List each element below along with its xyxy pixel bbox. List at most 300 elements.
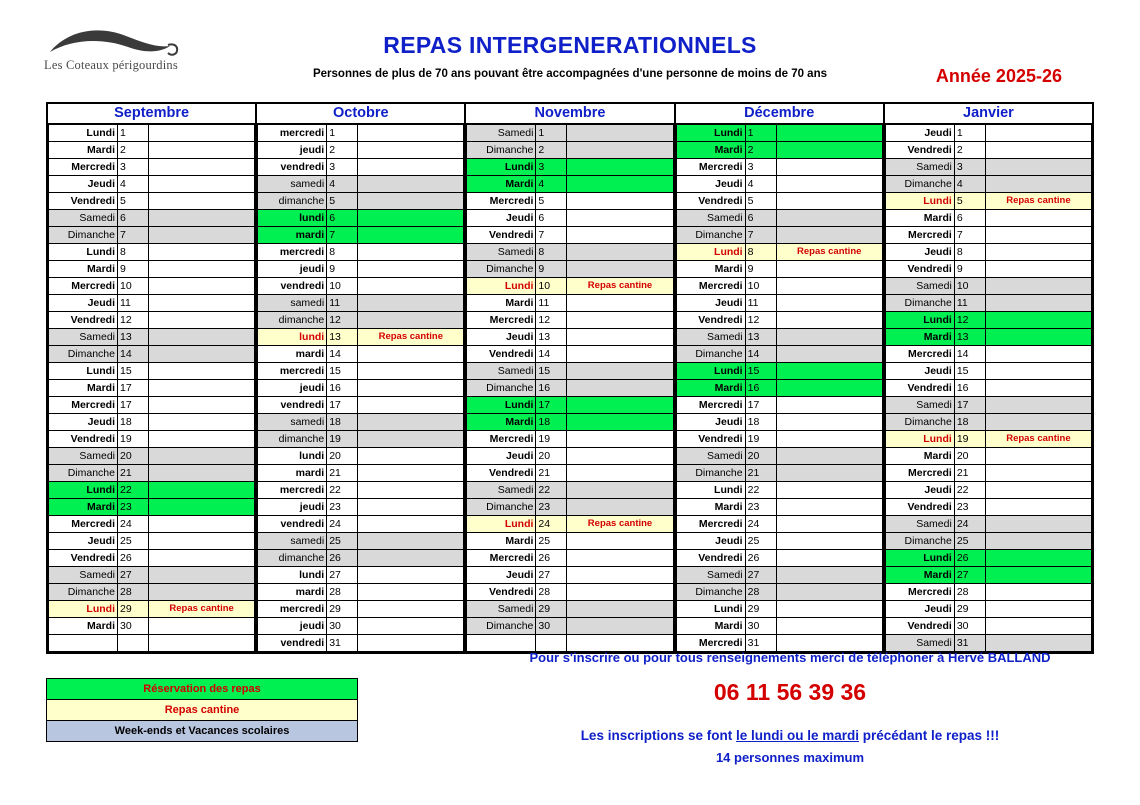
weekday-cell: Lundi xyxy=(49,482,118,499)
calendar-row[interactable] xyxy=(258,380,464,397)
note-cell: Repas cantine xyxy=(985,193,1091,210)
date-number-cell: 17 xyxy=(118,397,149,414)
calendar-row[interactable] xyxy=(49,397,255,414)
date-number-cell: 3 xyxy=(954,159,985,176)
calendar-row[interactable] xyxy=(258,533,464,550)
date-number-cell: 14 xyxy=(745,346,776,363)
calendar-row[interactable] xyxy=(885,414,1091,431)
calendar-row[interactable] xyxy=(49,550,255,567)
date-number-cell: 25 xyxy=(954,533,985,550)
calendar-row[interactable] xyxy=(49,601,255,618)
date-number-cell: 6 xyxy=(954,210,985,227)
calendar-row[interactable] xyxy=(49,431,255,448)
weekday-cell: Samedi xyxy=(467,601,536,618)
calendar-row[interactable] xyxy=(49,516,255,533)
weekday-cell: Mercredi xyxy=(467,431,536,448)
calendar-row[interactable] xyxy=(885,482,1091,499)
calendar-row[interactable] xyxy=(49,176,255,193)
date-number-cell: 2 xyxy=(954,142,985,159)
logo-text: Les Coteaux périgourdins xyxy=(44,58,178,72)
date-number-cell: 21 xyxy=(327,465,358,482)
calendar-row[interactable] xyxy=(885,448,1091,465)
weekday-cell: Samedi xyxy=(467,482,536,499)
weekday-cell xyxy=(467,635,536,652)
calendar-row[interactable] xyxy=(467,448,673,465)
calendar-row[interactable] xyxy=(885,431,1091,448)
calendar-row[interactable] xyxy=(885,380,1091,397)
note-cell xyxy=(776,533,882,550)
calendar-row[interactable] xyxy=(676,312,882,329)
calendar-row[interactable] xyxy=(49,584,255,601)
note-cell xyxy=(985,448,1091,465)
calendar-row[interactable] xyxy=(49,244,255,261)
note-cell xyxy=(985,482,1091,499)
date-number-cell: 29 xyxy=(118,601,149,618)
date-number-cell: 10 xyxy=(954,278,985,295)
date-number-cell: 23 xyxy=(327,499,358,516)
calendar-row[interactable] xyxy=(676,550,882,567)
calendar-row[interactable] xyxy=(467,567,673,584)
calendar-row[interactable] xyxy=(467,210,673,227)
note-cell xyxy=(985,397,1091,414)
calendar-row[interactable] xyxy=(676,465,882,482)
calendar-row[interactable] xyxy=(885,125,1091,142)
weekday-cell: Vendredi xyxy=(49,312,118,329)
note-cell xyxy=(358,244,464,261)
calendar-row[interactable] xyxy=(258,142,464,159)
note-cell: Repas cantine xyxy=(567,516,673,533)
calendar-row[interactable] xyxy=(49,210,255,227)
calendar-row[interactable] xyxy=(676,142,882,159)
calendar-row[interactable] xyxy=(258,567,464,584)
calendar-row[interactable] xyxy=(49,142,255,159)
note-cell xyxy=(567,193,673,210)
calendar-row[interactable] xyxy=(258,448,464,465)
calendar-row[interactable] xyxy=(467,618,673,635)
weekday-cell: Mercredi xyxy=(676,397,745,414)
weekday-cell: Vendredi xyxy=(885,618,954,635)
calendar-row[interactable] xyxy=(676,516,882,533)
date-number-cell: 20 xyxy=(536,448,567,465)
calendar-row[interactable] xyxy=(49,261,255,278)
calendar-row[interactable] xyxy=(49,414,255,431)
weekday-cell: Mercredi xyxy=(467,193,536,210)
calendar-row[interactable] xyxy=(258,516,464,533)
calendar-row[interactable] xyxy=(49,482,255,499)
date-number-cell: 14 xyxy=(536,346,567,363)
calendar-row[interactable] xyxy=(676,499,882,516)
note-cell xyxy=(149,397,255,414)
calendar-row[interactable] xyxy=(676,414,882,431)
calendar-row[interactable] xyxy=(49,499,255,516)
calendar-row[interactable] xyxy=(885,244,1091,261)
calendar-row[interactable] xyxy=(885,312,1091,329)
calendar-row[interactable] xyxy=(676,380,882,397)
calendar-row[interactable] xyxy=(49,635,255,652)
weekday-cell: Samedi xyxy=(49,567,118,584)
note-cell xyxy=(985,278,1091,295)
calendar-row[interactable] xyxy=(676,278,882,295)
note-cell xyxy=(149,465,255,482)
note-cell xyxy=(149,380,255,397)
calendar-row[interactable] xyxy=(49,465,255,482)
date-number-cell: 25 xyxy=(118,533,149,550)
calendar-row[interactable] xyxy=(885,261,1091,278)
note-cell xyxy=(358,584,464,601)
calendar-row[interactable] xyxy=(258,550,464,567)
calendar-row[interactable] xyxy=(258,193,464,210)
calendar-row[interactable] xyxy=(676,635,882,652)
note-cell xyxy=(985,567,1091,584)
weekday-cell: Samedi xyxy=(885,278,954,295)
calendar-row[interactable] xyxy=(258,125,464,142)
date-number-cell: 17 xyxy=(536,397,567,414)
note-cell xyxy=(149,210,255,227)
calendar-row[interactable] xyxy=(467,533,673,550)
date-number-cell: 1 xyxy=(745,125,776,142)
date-number-cell: 17 xyxy=(745,397,776,414)
date-number-cell: 28 xyxy=(536,584,567,601)
calendar-row[interactable] xyxy=(467,363,673,380)
weekday-cell: Vendredi xyxy=(49,431,118,448)
note-cell xyxy=(149,635,255,652)
calendar-row[interactable] xyxy=(676,193,882,210)
calendar-row[interactable] xyxy=(676,363,882,380)
calendar-row[interactable] xyxy=(467,584,673,601)
calendar-row[interactable] xyxy=(467,176,673,193)
calendar-row[interactable] xyxy=(258,244,464,261)
calendar-row[interactable] xyxy=(49,448,255,465)
calendar-row[interactable] xyxy=(676,482,882,499)
weekday-cell: Vendredi xyxy=(467,227,536,244)
weekday-cell: Jeudi xyxy=(467,210,536,227)
weekday-cell: vendredi xyxy=(258,159,327,176)
calendar-row[interactable] xyxy=(467,329,673,346)
calendar-row[interactable] xyxy=(885,584,1091,601)
calendar-row[interactable] xyxy=(676,618,882,635)
date-number-cell: 13 xyxy=(745,329,776,346)
weekday-cell: Dimanche xyxy=(676,227,745,244)
note-cell xyxy=(776,635,882,652)
date-number-cell: 7 xyxy=(118,227,149,244)
calendar-row[interactable] xyxy=(885,142,1091,159)
note-cell xyxy=(567,346,673,363)
calendar-row[interactable] xyxy=(258,635,464,652)
calendar-row[interactable] xyxy=(885,363,1091,380)
weekday-cell: Mercredi xyxy=(676,635,745,652)
legend xyxy=(46,678,358,742)
note-cell xyxy=(567,380,673,397)
calendar-row[interactable] xyxy=(49,346,255,363)
calendar-row[interactable] xyxy=(467,414,673,431)
weekday-cell: Dimanche xyxy=(49,465,118,482)
weekday-cell: vendredi xyxy=(258,278,327,295)
weekday-cell: Lundi xyxy=(467,159,536,176)
calendar-row[interactable] xyxy=(49,227,255,244)
calendar-row[interactable] xyxy=(49,193,255,210)
calendar-row[interactable] xyxy=(467,601,673,618)
calendar-row[interactable] xyxy=(676,584,882,601)
date-number-cell: 21 xyxy=(118,465,149,482)
calendar-row[interactable] xyxy=(258,601,464,618)
calendar-row[interactable] xyxy=(467,397,673,414)
note-cell xyxy=(567,533,673,550)
weekday-cell: mardi xyxy=(258,227,327,244)
note-cell xyxy=(567,601,673,618)
calendar-row[interactable] xyxy=(885,465,1091,482)
calendar-row[interactable] xyxy=(676,176,882,193)
calendar-row[interactable] xyxy=(676,244,882,261)
date-number-cell: 15 xyxy=(536,363,567,380)
date-number-cell: 15 xyxy=(954,363,985,380)
date-number-cell: 25 xyxy=(327,533,358,550)
date-number-cell: 5 xyxy=(954,193,985,210)
calendar-row[interactable] xyxy=(258,210,464,227)
weekday-cell: Mercredi xyxy=(49,159,118,176)
calendar-row[interactable] xyxy=(676,159,882,176)
calendar-row[interactable] xyxy=(676,295,882,312)
calendar-row[interactable] xyxy=(467,346,673,363)
date-number-cell: 9 xyxy=(745,261,776,278)
weekday-cell: Jeudi xyxy=(885,482,954,499)
date-number-cell: 24 xyxy=(536,516,567,533)
weekday-cell: Lundi xyxy=(885,193,954,210)
date-number-cell: 3 xyxy=(118,159,149,176)
calendar-row[interactable] xyxy=(258,363,464,380)
note-cell xyxy=(776,176,882,193)
calendar-row[interactable] xyxy=(258,414,464,431)
calendar-row[interactable] xyxy=(885,193,1091,210)
weekday-cell: Dimanche xyxy=(885,533,954,550)
date-number-cell: 9 xyxy=(118,261,149,278)
weekday-cell: Dimanche xyxy=(467,499,536,516)
weekday-cell: Dimanche xyxy=(467,618,536,635)
calendar-row[interactable] xyxy=(676,601,882,618)
calendar-row[interactable] xyxy=(258,397,464,414)
calendar-row[interactable] xyxy=(467,244,673,261)
date-number-cell: 29 xyxy=(327,601,358,618)
note-cell xyxy=(149,261,255,278)
calendar-row[interactable] xyxy=(258,312,464,329)
calendar-row[interactable] xyxy=(885,159,1091,176)
calendar-row[interactable] xyxy=(467,142,673,159)
weekday-cell: Samedi xyxy=(49,329,118,346)
calendar-row[interactable] xyxy=(885,516,1091,533)
weekday-cell: vendredi xyxy=(258,397,327,414)
date-number-cell: 29 xyxy=(536,601,567,618)
note-cell xyxy=(358,635,464,652)
note-cell xyxy=(985,635,1091,652)
calendar-row[interactable] xyxy=(467,635,673,652)
calendar-row[interactable] xyxy=(467,431,673,448)
calendar-row[interactable] xyxy=(258,176,464,193)
date-number-cell: 18 xyxy=(745,414,776,431)
calendar-row[interactable] xyxy=(258,499,464,516)
calendar-row[interactable] xyxy=(467,465,673,482)
registration-rule-a: Les inscriptions se font xyxy=(580,728,736,743)
note-cell xyxy=(149,567,255,584)
calendar-row[interactable] xyxy=(467,516,673,533)
note-cell xyxy=(358,176,464,193)
calendar-row[interactable] xyxy=(258,482,464,499)
calendar-row[interactable] xyxy=(676,210,882,227)
page-title: REPAS INTERGENERATIONNELS xyxy=(383,32,757,58)
note-cell xyxy=(567,176,673,193)
calendar-row[interactable] xyxy=(467,380,673,397)
calendar-row[interactable] xyxy=(676,567,882,584)
date-number-cell: 15 xyxy=(327,363,358,380)
calendar-row[interactable] xyxy=(676,397,882,414)
calendar-row[interactable] xyxy=(467,499,673,516)
calendar-row[interactable] xyxy=(676,125,882,142)
weekday-cell: Jeudi xyxy=(49,533,118,550)
weekday-cell: lundi xyxy=(258,567,327,584)
calendar-row[interactable] xyxy=(49,125,255,142)
weekday-cell: Mercredi xyxy=(676,278,745,295)
calendar-row[interactable] xyxy=(467,227,673,244)
calendar-row[interactable] xyxy=(885,567,1091,584)
note-cell xyxy=(149,278,255,295)
note-cell xyxy=(358,261,464,278)
date-number-cell: 16 xyxy=(954,380,985,397)
calendar-row[interactable] xyxy=(258,295,464,312)
calendar-row[interactable] xyxy=(49,159,255,176)
date-number-cell xyxy=(118,635,149,652)
calendar-row[interactable] xyxy=(258,278,464,295)
calendar-row[interactable] xyxy=(467,482,673,499)
calendar-row[interactable] xyxy=(885,550,1091,567)
weekday-cell: mercredi xyxy=(258,363,327,380)
calendar-row[interactable] xyxy=(467,550,673,567)
calendar-row[interactable] xyxy=(885,618,1091,635)
calendar-row[interactable] xyxy=(885,176,1091,193)
date-number-cell: 23 xyxy=(954,499,985,516)
calendar-row[interactable] xyxy=(258,159,464,176)
calendar-row[interactable] xyxy=(49,567,255,584)
date-number-cell: 4 xyxy=(536,176,567,193)
calendar-row[interactable] xyxy=(467,261,673,278)
page-header xyxy=(0,0,1140,100)
calendar-row[interactable] xyxy=(885,533,1091,550)
calendar-row[interactable] xyxy=(885,499,1091,516)
note-cell xyxy=(985,159,1091,176)
weekday-cell: Dimanche xyxy=(676,465,745,482)
note-cell xyxy=(776,142,882,159)
calendar-row[interactable] xyxy=(49,533,255,550)
calendar-row[interactable] xyxy=(49,618,255,635)
note-cell xyxy=(776,431,882,448)
calendar-row[interactable] xyxy=(49,295,255,312)
date-number-cell: 5 xyxy=(327,193,358,210)
calendar-row[interactable] xyxy=(885,397,1091,414)
calendar-row[interactable] xyxy=(49,329,255,346)
weekday-cell: lundi xyxy=(258,210,327,227)
calendar-row[interactable] xyxy=(885,227,1091,244)
calendar-row[interactable] xyxy=(885,278,1091,295)
note-cell xyxy=(985,295,1091,312)
note-cell xyxy=(149,431,255,448)
weekday-cell: Vendredi xyxy=(676,431,745,448)
weekday-cell: Mercredi xyxy=(885,346,954,363)
calendar-row[interactable] xyxy=(676,448,882,465)
note-cell xyxy=(985,465,1091,482)
month-header: Octobre xyxy=(257,104,464,124)
calendar-row[interactable] xyxy=(885,295,1091,312)
date-number-cell: 11 xyxy=(745,295,776,312)
date-number-cell: 13 xyxy=(954,329,985,346)
weekday-cell: Vendredi xyxy=(885,380,954,397)
calendar-row[interactable] xyxy=(258,584,464,601)
weekday-cell: Mercredi xyxy=(676,159,745,176)
calendar-row[interactable] xyxy=(676,329,882,346)
calendar-row[interactable] xyxy=(49,312,255,329)
calendar-row[interactable] xyxy=(258,261,464,278)
calendar-row[interactable] xyxy=(467,125,673,142)
calendar-row[interactable] xyxy=(676,431,882,448)
note-cell xyxy=(776,499,882,516)
weekday-cell: Jeudi xyxy=(49,176,118,193)
calendar-row[interactable] xyxy=(885,346,1091,363)
calendar-row[interactable] xyxy=(885,601,1091,618)
date-number-cell: 5 xyxy=(745,193,776,210)
calendar-row[interactable] xyxy=(49,278,255,295)
date-number-cell: 22 xyxy=(536,482,567,499)
date-number-cell: 31 xyxy=(954,635,985,652)
calendar-row[interactable] xyxy=(258,618,464,635)
calendar-row[interactable] xyxy=(467,278,673,295)
weekday-cell: Mardi xyxy=(467,295,536,312)
note-cell xyxy=(985,261,1091,278)
date-number-cell: 18 xyxy=(327,414,358,431)
calendar-row[interactable] xyxy=(467,193,673,210)
note-cell xyxy=(358,278,464,295)
note-cell xyxy=(567,635,673,652)
calendar-row[interactable] xyxy=(467,159,673,176)
calendar-row[interactable] xyxy=(885,210,1091,227)
calendar-row[interactable] xyxy=(676,533,882,550)
note-cell xyxy=(567,125,673,142)
calendar-row[interactable] xyxy=(258,346,464,363)
weekday-cell: Mardi xyxy=(49,142,118,159)
calendar-row[interactable] xyxy=(49,380,255,397)
calendar-row[interactable] xyxy=(258,329,464,346)
calendar-row[interactable] xyxy=(676,227,882,244)
calendar-row[interactable] xyxy=(258,227,464,244)
date-number-cell: 30 xyxy=(745,618,776,635)
calendar-row[interactable] xyxy=(258,431,464,448)
month-column xyxy=(257,104,466,652)
note-cell xyxy=(985,312,1091,329)
date-number-cell: 30 xyxy=(954,618,985,635)
calendar-row[interactable] xyxy=(467,312,673,329)
calendar-row[interactable] xyxy=(885,635,1091,652)
calendar-row[interactable] xyxy=(49,363,255,380)
weekday-cell: Jeudi xyxy=(885,125,954,142)
note-cell xyxy=(776,584,882,601)
weekday-cell: Vendredi xyxy=(467,465,536,482)
calendar-row[interactable] xyxy=(676,261,882,278)
calendar-row[interactable] xyxy=(467,295,673,312)
note-cell xyxy=(358,312,464,329)
weekday-cell: jeudi xyxy=(258,380,327,397)
weekday-cell: Lundi xyxy=(676,601,745,618)
calendar-row[interactable] xyxy=(885,329,1091,346)
note-cell xyxy=(358,380,464,397)
calendar-row[interactable] xyxy=(258,465,464,482)
weekday-cell: Mardi xyxy=(676,380,745,397)
note-cell xyxy=(985,618,1091,635)
calendar-row[interactable] xyxy=(676,346,882,363)
